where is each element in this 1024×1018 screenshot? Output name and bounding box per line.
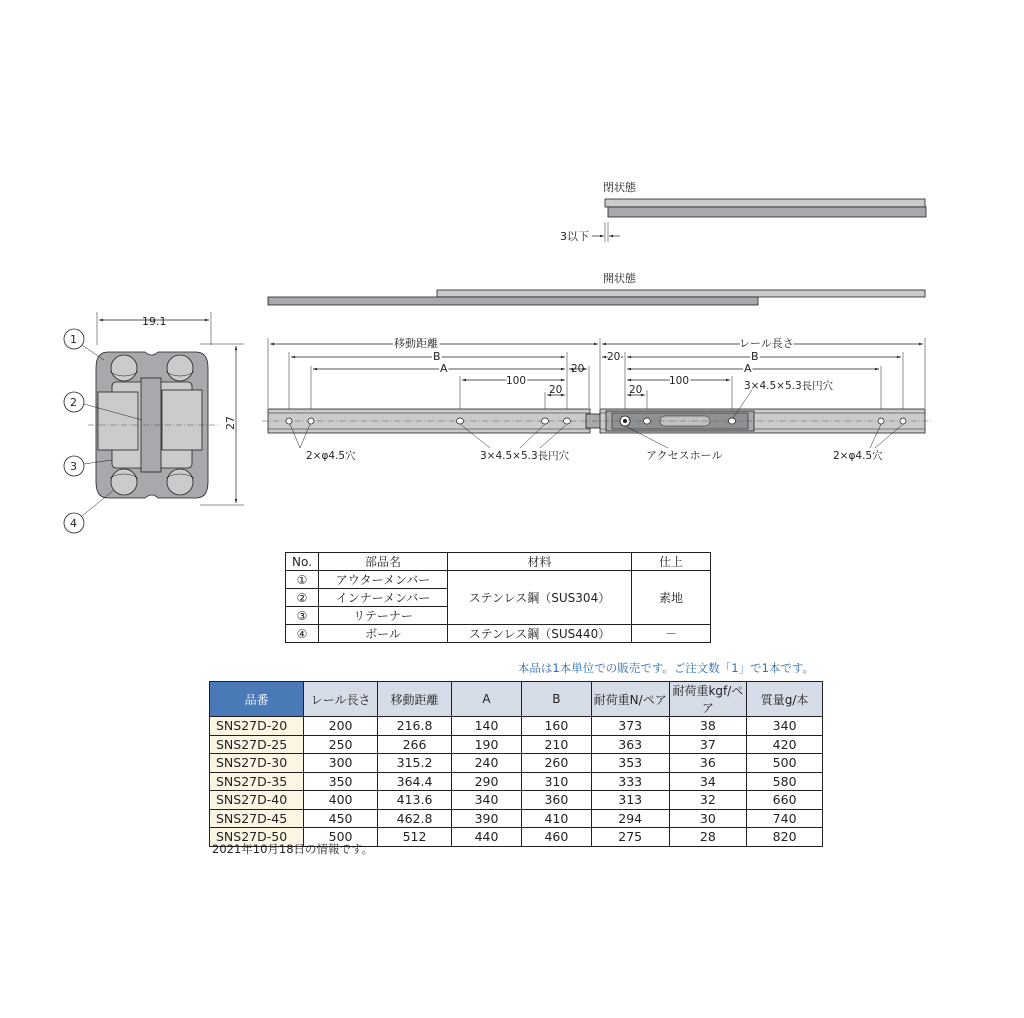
spec-cell: 37 xyxy=(669,735,747,754)
spec-cell: 390 xyxy=(452,809,522,828)
width-dimension: 19.1 xyxy=(142,315,167,328)
col-no: No. xyxy=(286,553,319,571)
spec-cell: 420 xyxy=(747,735,823,754)
col-load-n: 耐荷重N/ペア xyxy=(591,682,669,717)
part-no: ④ xyxy=(286,625,319,643)
spec-cell: 250 xyxy=(304,735,378,754)
part-finish: 素地 xyxy=(632,571,711,625)
part-number-cell: SNS27D-20 xyxy=(210,717,304,736)
table-row xyxy=(210,809,823,828)
col-part-number: 品番 xyxy=(210,682,304,717)
spec-cell: 360 xyxy=(521,791,591,810)
spec-cell: 580 xyxy=(747,772,823,791)
spec-cell: 313 xyxy=(591,791,669,810)
part-no: ② xyxy=(286,589,319,607)
spec-cell: 140 xyxy=(452,717,522,736)
col-material: 材料 xyxy=(448,553,632,571)
table-row xyxy=(210,735,823,754)
open-state-label: 開状態 xyxy=(603,272,636,285)
round-hole-label-right: 2×φ4.5穴 xyxy=(833,450,883,462)
spec-cell: 160 xyxy=(521,717,591,736)
spec-cell: 34 xyxy=(669,772,747,791)
spec-cell: 38 xyxy=(669,717,747,736)
part-number-cell: SNS27D-35 xyxy=(210,772,304,791)
spec-cell: 190 xyxy=(452,735,522,754)
spec-table xyxy=(209,681,823,847)
slot-hole-label-left: 3×4.5×5.3長円穴 xyxy=(480,450,570,462)
spec-cell: 275 xyxy=(591,828,669,847)
col-rail-length: レール長さ xyxy=(304,682,378,717)
part-material: ステンレス鋼（SUS304） xyxy=(448,571,632,625)
spec-cell: 350 xyxy=(304,772,378,791)
spec-cell: 216.8 xyxy=(377,717,451,736)
spec-cell: 310 xyxy=(521,772,591,791)
spec-cell: 512 xyxy=(377,828,451,847)
spec-cell: 820 xyxy=(747,828,823,847)
rail-length-label: レール長さ xyxy=(739,337,794,350)
spec-cell: 410 xyxy=(521,809,591,828)
spec-cell: 315.2 xyxy=(377,754,451,773)
spec-cell: 500 xyxy=(304,828,378,847)
table-row xyxy=(210,754,823,773)
spec-cell: 240 xyxy=(452,754,522,773)
side-view xyxy=(262,336,932,462)
spec-cell: 373 xyxy=(591,717,669,736)
spec-cell: 294 xyxy=(591,809,669,828)
spec-cell: 36 xyxy=(669,754,747,773)
part-name: ボール xyxy=(319,625,448,643)
b-dimension-right: B xyxy=(751,350,759,363)
spec-cell: 450 xyxy=(304,809,378,828)
part-finish: － xyxy=(632,625,711,643)
height-dimension: 27 xyxy=(224,416,237,430)
spec-cell: 340 xyxy=(452,791,522,810)
part-number-cell: SNS27D-45 xyxy=(210,809,304,828)
col-mass: 質量g/本 xyxy=(747,682,823,717)
spec-cell: 353 xyxy=(591,754,669,773)
col-a: A xyxy=(452,682,522,717)
info-date-note: 2021年10月18日の情報です。 xyxy=(212,842,374,856)
table-row xyxy=(286,625,711,643)
part-number-cell: SNS27D-30 xyxy=(210,754,304,773)
spec-cell: 210 xyxy=(521,735,591,754)
dim-20-left-bottom: 20 xyxy=(549,384,563,396)
cross-section-view xyxy=(64,312,244,533)
access-hole-label: アクセスホール xyxy=(646,449,723,462)
spec-cell: 260 xyxy=(521,754,591,773)
table-row xyxy=(210,772,823,791)
spec-cell: 440 xyxy=(452,828,522,847)
closed-state-view xyxy=(560,180,926,243)
spec-cell: 500 xyxy=(747,754,823,773)
parts-table xyxy=(285,552,711,643)
col-part-name: 部品名 xyxy=(319,553,448,571)
svg-text:3: 3 xyxy=(70,460,77,473)
spec-cell: 28 xyxy=(669,828,747,847)
spec-cell: 363 xyxy=(591,735,669,754)
travel-label: 移動距離 xyxy=(394,337,438,350)
spec-cell: 200 xyxy=(304,717,378,736)
table-row xyxy=(210,791,823,810)
spec-cell: 462.8 xyxy=(377,809,451,828)
part-number-cell: SNS27D-25 xyxy=(210,735,304,754)
spec-cell: 400 xyxy=(304,791,378,810)
spec-cell: 266 xyxy=(377,735,451,754)
round-hole-label-left: 2×φ4.5穴 xyxy=(306,450,356,462)
closed-state-label: 閉状態 xyxy=(603,181,636,194)
table-row xyxy=(210,717,823,736)
dim-100-right: 100 xyxy=(669,375,690,387)
spec-header-row xyxy=(210,682,823,717)
part-no: ① xyxy=(286,571,319,589)
svg-text:1: 1 xyxy=(70,333,77,346)
spec-cell: 460 xyxy=(521,828,591,847)
open-state-view xyxy=(268,271,925,305)
svg-text:4: 4 xyxy=(70,517,77,530)
a-dimension-right: A xyxy=(744,362,752,375)
part-no: ③ xyxy=(286,607,319,625)
spec-cell: 413.6 xyxy=(377,791,451,810)
col-b: B xyxy=(521,682,591,717)
overhang-dimension: 3以下 xyxy=(560,230,589,243)
table-row xyxy=(286,571,711,589)
slot-hole-label-right: 3×4.5×5.3長円穴 xyxy=(744,380,834,392)
col-load-kgf: 耐荷重kgf/ペア xyxy=(669,682,747,717)
part-name: アウターメンバー xyxy=(319,571,448,589)
col-finish: 仕上 xyxy=(632,553,711,571)
spec-cell: 660 xyxy=(747,791,823,810)
spec-cell: 290 xyxy=(452,772,522,791)
spec-cell: 740 xyxy=(747,809,823,828)
col-travel: 移動距離 xyxy=(377,682,451,717)
svg-text:2: 2 xyxy=(70,396,77,409)
spec-cell: 364.4 xyxy=(377,772,451,791)
dim-20-left-top: 20 xyxy=(571,363,585,375)
spec-cell: 30 xyxy=(669,809,747,828)
part-name: インナーメンバー xyxy=(319,589,448,607)
part-name: リテーナー xyxy=(319,607,448,625)
spec-cell: 340 xyxy=(747,717,823,736)
dim-100-left: 100 xyxy=(506,375,527,387)
spec-cell: 300 xyxy=(304,754,378,773)
callout-1 xyxy=(64,329,104,360)
ball-shape xyxy=(111,355,137,381)
parts-header-row xyxy=(286,553,711,571)
a-dimension-left: A xyxy=(440,362,448,375)
part-number-cell: SNS27D-50 xyxy=(210,828,304,847)
dim-20-right-bottom: 20 xyxy=(629,384,643,396)
spec-cell: 333 xyxy=(591,772,669,791)
b-dimension-left: B xyxy=(433,350,441,363)
part-material: ステンレス鋼（SUS440） xyxy=(448,625,632,643)
spec-cell: 32 xyxy=(669,791,747,810)
dim-20-right: 20 xyxy=(607,351,621,363)
sales-unit-note: 本品は1本単位での販売です。ご注文数「1」で1本です。 xyxy=(517,661,814,675)
part-number-cell: SNS27D-40 xyxy=(210,791,304,810)
